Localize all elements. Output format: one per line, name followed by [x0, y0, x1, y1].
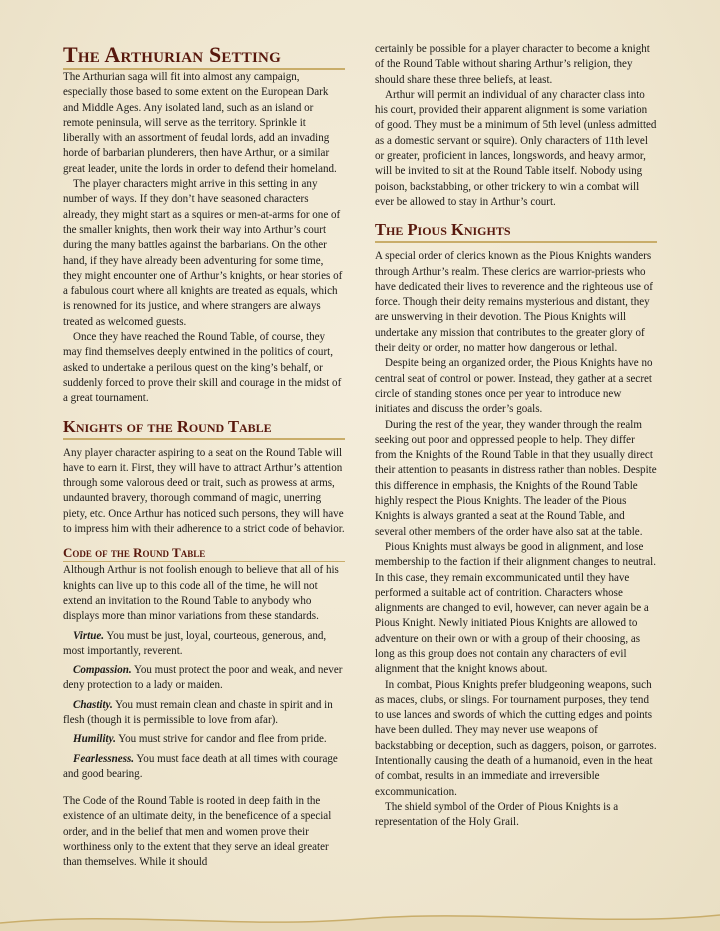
paragraph: The player characters might arrive in this setting in any number of ways. If they don’t have seasoned characters already, they might start as a squires or men-at-arms for one of the smaller knights, then work their way into Arthur’s court during the many battles against the barbarians. On the other hand, if they have already been adventuring for some time, they might encounter one of Arthur’s knights, or hear stories of a fabulous court where all knights are treated as equals, which is renowned for its justice, and where strangers are always treated as welcomed guests.: [63, 178, 343, 328]
virtue-text: You must be just, loyal, courteous, generous, and, most importantly, reverent.: [63, 629, 327, 657]
paragraph: In combat, Pious Knights prefer bludgeoning weapons, such as maces, clubs, or slings. For tournament purposes, they tend to use lances and swords of which the cutting edges and points have been dulled. They may never use weapons of backstabbing or deception, such as daggers, poison, or garrotes. Intentionally causing the death of a humanoid, even in the heat of combat, results in an immediate and irreversible excommunication.: [375, 678, 657, 798]
virtue-name: Fearlessness.: [73, 752, 135, 765]
subsection-heading: Code of the Round Table: [63, 545, 345, 562]
left-column: [63, 42, 345, 871]
paragraph: Despite being an organized order, the Pious Knights have no central seat of control or power. Instead, they gather at a secret circle of standing stones once per year to introduce new initiates and discuss the order’s goals.: [375, 357, 653, 416]
virtue-item: [63, 629, 345, 660]
paragraph: During the rest of the year, they wander through the realm seeking out poor and oppressed people to help. They differ from the Knights of the Round Table in that they usually direct their attention to peasants in distress rather than nobles. Despite this difference in emphasis, the Knights of the Round Table highly respect the Pious Knights. The leader of the Pious Knights is always granted a seat at the Round Table, and several other members of the order have also sat at the table.: [375, 418, 657, 538]
virtue-name: Chastity.: [73, 698, 113, 711]
virtue-item: [63, 732, 345, 747]
virtue-name: Virtue.: [73, 629, 105, 642]
virtue-text: You must remain clean and chaste in spirit and in flesh (though it is permissible to love from afar).: [63, 698, 333, 726]
footer-ornament: [0, 901, 720, 931]
paragraph: A special order of clerics known as the Pious Knights wanders through Arthur’s realm. These clerics are warrior-priests who have dedicated their lives to reverence and the righteous use of force. Though their deity remains mysterious and distant, they are unswerving in their devotion. The Pious Knights will undertake any mission that contributes to the greater glory of their deity or order, no matter how dangerous or lethal.: [375, 250, 653, 355]
paragraph: Arthur will permit an individual of any character class into his court, provided their apparent alignment is some variation of good. They must be a minimum of 5th level (unless admitted as a domestic servant or squire). Only characters of 11th level or greater, proficient in lances, longswords, and heavy armor, will be invited to sit at the Round Table itself. Nobody using poison, backstabbing, or other trickery to win a combat will ever be allowed to stay in Arthur’s court.: [375, 88, 657, 208]
section-heading: Knights of the Round Table: [63, 417, 345, 440]
virtue-text: You must face death at all times with courage and good bearing.: [63, 752, 338, 780]
paragraph: The Arthurian saga will fit into almost any campaign, especially those based to some extent on the European Dark and Middle Ages. Any isolated land, such as an island or remote peninsula, will serve as the territory. Sprinkle it liberally with an assortment of feudal lords, add an invading horde of barbarian plunderers, then have Arthur, or a similar great leader, unite the lords in order to defend their homeland.: [63, 71, 337, 175]
paragraph: Once they have reached the Round Table, of course, they may find themselves deeply entwined in the politics of court, asked to undertake a perilous quest on the king’s behalf, or suddenly forced to prove their skill and courage in the midst of a great tournament.: [63, 331, 342, 405]
paragraph: The Code of the Round Table is rooted in deep faith in the existence of an ultimate deity, in the beneficence of a special order, and in the belief that men and women prove their worthiness only to the extent that they serve an ideal greater than themselves. While it should: [63, 795, 332, 869]
paragraph: Although Arthur is not foolish enough to believe that all of his knights can live up to this code all of the time, he will not extend an invitation to the Round Table to anybody who displays more than minor variations from these standards.: [63, 564, 339, 623]
paragraph: Pious Knights must always be good in alignment, and lose membership to the faction if their alignment changes to neutral. In this case, they remain excommunicated until they have performed a suitable act of contrition. Characters whose alignments are changed to evil, however, can never again be a Pious Knight. Newly initiated Pious Knights are allowed to adventure on their own or with a group of their choosing, as long as this group does not contain any characters of evil alignment that the knight knows about.: [375, 540, 656, 676]
right-column: [375, 42, 657, 831]
paragraph: certainly be possible for a player character to become a knight of the Round Table without sharing Arthur’s religion, they should share these three beliefs, at least.: [375, 43, 650, 86]
paragraph: The shield symbol of the Order of Pious Knights is a representation of the Holy Grail.: [375, 800, 619, 829]
virtue-item: [63, 752, 345, 783]
virtue-name: Compassion.: [73, 664, 132, 677]
virtue-item: [63, 663, 345, 694]
page-title: The Arthurian Setting: [63, 42, 345, 70]
section-heading: The Pious Knights: [375, 220, 657, 243]
virtue-text: You must strive for candor and flee from pride.: [115, 733, 327, 746]
virtue-name: Humility.: [73, 733, 116, 746]
virtue-text: You must protect the poor and weak, and never deny protection to a lady or maiden.: [63, 664, 343, 692]
virtue-item: [63, 698, 345, 729]
paragraph: Any player character aspiring to a seat on the Round Table will have to earn it. First, they will have to attract Arthur’s attention through some valorous deed or trait, such as prowess at arms, undaunted bravery, thorough command of magic, unerring piety, etc. Once Arthur has noticed such persons, they will have to impress him with their adherence to a strict code of behavior.: [63, 446, 345, 536]
